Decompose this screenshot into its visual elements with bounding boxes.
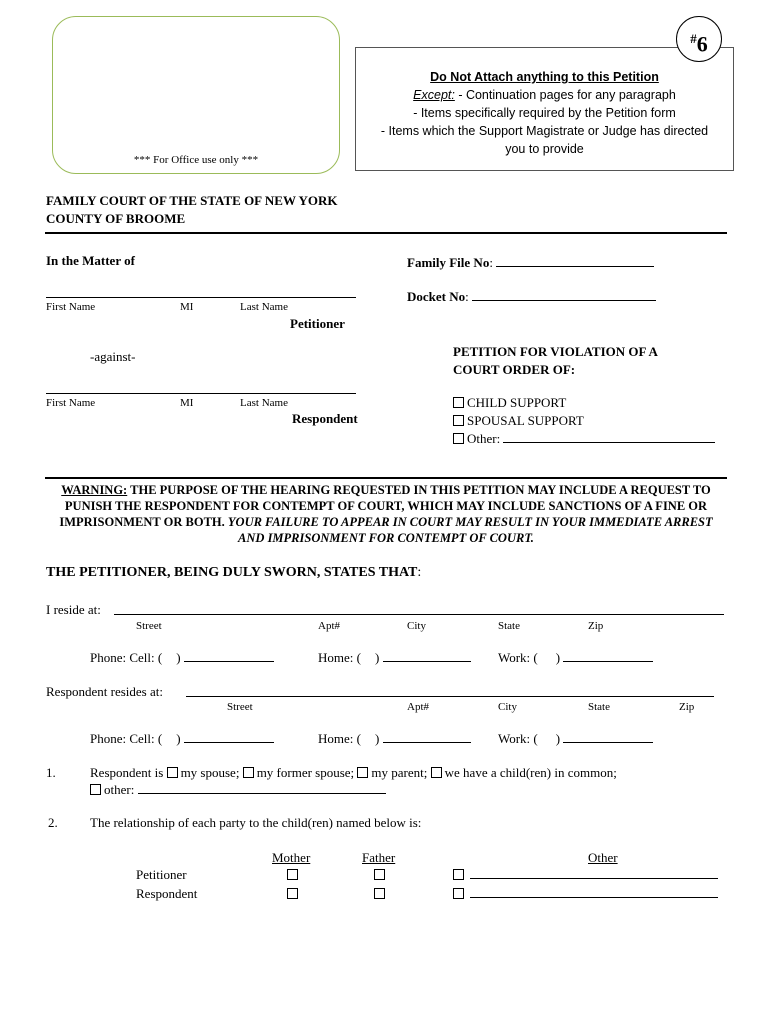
respondent-label: Respondent <box>292 411 358 426</box>
item-1-other-row <box>90 782 386 798</box>
notice-line-2: - Items specifically required by the Petition form <box>413 106 676 120</box>
checkbox-petitioner-other[interactable] <box>453 869 464 880</box>
notice-except-label: Except: <box>413 88 455 102</box>
notice-except-text: - Continuation pages for any paragraph <box>454 88 676 102</box>
petitioner-city-label: City <box>407 620 426 632</box>
sworn-text: THE PETITIONER, BEING DULY SWORN, STATES THAT <box>46 565 418 580</box>
petitioner-cell-field[interactable] <box>184 661 274 662</box>
respondent-other-field[interactable] <box>470 897 718 898</box>
my-former-spouse-label: my former spouse; <box>256 765 355 780</box>
petitioner-home-label: Home: ( <box>318 650 361 665</box>
docket-label: Docket No <box>407 289 466 304</box>
respondent-home-paren: ) <box>374 731 380 746</box>
against-label: -against- <box>90 349 136 364</box>
respondent-home-label: Home: ( <box>318 731 361 746</box>
checkbox-respondent-mother[interactable] <box>287 888 298 899</box>
column-father: Father <box>362 850 396 865</box>
item-1-relationship-row <box>90 765 617 781</box>
option-spousal-support[interactable] <box>453 413 584 429</box>
respondent-city-label: City <box>498 701 517 713</box>
petitioner-state-label: State <box>498 620 520 632</box>
respondent-cell-phone <box>90 731 274 747</box>
respondent-home-field[interactable] <box>383 742 471 743</box>
petitioner-work-phone <box>498 650 653 666</box>
court-name: FAMILY COURT OF THE STATE OF NEW YORK <box>46 193 338 208</box>
petitioner-cell-label: Phone: Cell: ( <box>90 650 163 665</box>
contempt-warning <box>46 482 726 546</box>
attachment-notice-box <box>355 47 734 171</box>
respondent-name-field[interactable] <box>46 393 356 394</box>
sworn-colon: : <box>417 565 422 580</box>
option-child-support[interactable] <box>453 395 566 411</box>
family-file-field[interactable] <box>496 266 654 267</box>
my-parent-label: my parent; <box>371 765 428 780</box>
petitioner-street-label: Street <box>136 620 162 632</box>
header-divider <box>45 232 727 234</box>
petitioner-work-paren: ) <box>555 650 561 665</box>
i-reside-label: I reside at: <box>46 602 101 617</box>
petitioner-home-paren: ) <box>374 650 380 665</box>
office-use-label: *** For Office use only *** <box>133 154 259 166</box>
item-2-text: The relationship of each party to the child(ren) named below is: <box>90 815 422 830</box>
badge-hash: # <box>690 31 697 46</box>
form-number-badge <box>676 16 722 62</box>
petition-type-title-line2: COURT ORDER OF: <box>453 362 576 377</box>
in-matter-of-label: In the Matter of <box>46 253 135 268</box>
petition-type-title-line1: PETITION FOR VIOLATION OF A <box>453 344 658 359</box>
respondent-street-label: Street <box>227 701 253 713</box>
petitioner-label: Petitioner <box>290 316 345 331</box>
respondent-zip-label: Zip <box>679 701 695 713</box>
row-respondent: Respondent <box>136 886 198 901</box>
checkbox-respondent-father[interactable] <box>374 888 385 899</box>
respondent-other-cell <box>453 886 718 902</box>
respondent-cell-paren: ) <box>176 731 181 746</box>
petitioner-work-field[interactable] <box>563 661 653 662</box>
checkbox-my-former-spouse[interactable] <box>243 767 254 778</box>
notice-line-4: you to provide <box>505 142 584 156</box>
court-county: COUNTY OF BROOME <box>46 211 186 226</box>
respondent-work-phone <box>498 731 653 747</box>
respondent-state-label: State <box>588 701 610 713</box>
respondent-apt-label: Apt# <box>407 701 429 713</box>
petition-type-title <box>453 343 658 379</box>
column-other: Other <box>588 850 618 865</box>
other-label: Other: <box>467 431 501 446</box>
checkbox-child-in-common[interactable] <box>431 767 442 778</box>
respondent-cell-field[interactable] <box>184 742 274 743</box>
docket-row <box>407 289 656 305</box>
office-use-box <box>52 16 340 174</box>
respondent-mi-label: MI <box>180 397 194 409</box>
petitioner-work-label: Work: ( <box>498 650 538 665</box>
petitioner-cell-phone <box>90 650 274 666</box>
checkbox-petitioner-mother[interactable] <box>287 869 298 880</box>
checkbox-item-1-other[interactable] <box>90 784 101 795</box>
notice-except-line <box>356 86 733 104</box>
petitioner-father-cell <box>374 867 388 883</box>
column-mother: Mother <box>272 850 311 865</box>
checkbox-petitioner-father[interactable] <box>374 869 385 880</box>
warning-italic-text: YOUR FAILURE TO APPEAR IN COURT MAY RESULT IN YOUR IMMEDIATE ARREST AND IMPRISONMENT FOR CONTEMPT OF COURT. <box>227 515 713 545</box>
checkbox-other[interactable] <box>453 433 464 444</box>
checkbox-spousal-support[interactable] <box>453 415 464 426</box>
petitioner-first-name-label: First Name <box>46 301 96 313</box>
petitioner-zip-label: Zip <box>588 620 604 632</box>
sworn-statement <box>46 565 421 581</box>
petitioner-mi-label: MI <box>180 301 194 313</box>
respondent-mother-cell <box>287 886 301 902</box>
respondent-cell-label: Phone: Cell: ( <box>90 731 163 746</box>
item-1-prefix: Respondent is <box>90 765 164 780</box>
notice-line-3: - Items which the Support Magistrate or Judge has directed <box>380 124 709 138</box>
badge-number: 6 <box>696 31 708 57</box>
item-1-other-field[interactable] <box>138 793 386 794</box>
row-petitioner: Petitioner <box>136 867 187 882</box>
petitioner-other-field[interactable] <box>470 878 718 879</box>
respondent-address-field[interactable] <box>186 696 714 697</box>
docket-field[interactable] <box>472 300 656 301</box>
respondent-work-label: Work: ( <box>498 731 538 746</box>
respondent-work-field[interactable] <box>563 742 653 743</box>
respondent-first-name-label: First Name <box>46 397 96 409</box>
my-spouse-label: my spouse; <box>180 765 240 780</box>
petitioner-home-phone <box>318 650 471 666</box>
petitioner-home-field[interactable] <box>383 661 471 662</box>
petitioner-name-field[interactable] <box>46 297 356 298</box>
petitioner-cell-paren: ) <box>176 650 181 665</box>
petitioner-mother-cell <box>287 867 301 883</box>
spousal-support-label: SPOUSAL SUPPORT <box>467 413 584 428</box>
petitioner-apt-label: Apt# <box>318 620 340 632</box>
docket-colon: : <box>465 289 469 304</box>
checkbox-my-parent[interactable] <box>357 767 368 778</box>
item-1-number: 1. <box>46 765 56 780</box>
warning-label: WARNING: <box>61 483 128 497</box>
item-1-other-label: other: <box>104 782 135 797</box>
respondent-last-name-label: Last Name <box>240 397 288 409</box>
court-header <box>46 192 337 228</box>
petitioner-address-field[interactable] <box>114 614 724 615</box>
child-in-common-label: we have a child(ren) in common; <box>444 765 617 780</box>
caption-divider <box>45 477 727 479</box>
option-other[interactable] <box>453 431 715 447</box>
petitioner-last-name-label: Last Name <box>240 301 288 313</box>
respondent-work-paren: ) <box>555 731 561 746</box>
notice-title: Do Not Attach anything to this Petition <box>430 70 659 84</box>
child-support-label: CHILD SUPPORT <box>467 395 567 410</box>
checkbox-my-spouse[interactable] <box>167 767 178 778</box>
petitioner-other-cell <box>453 867 718 883</box>
item-2-number: 2. <box>48 815 58 830</box>
warning-text: THE PURPOSE OF THE HEARING REQUESTED IN THIS PETITION MAY INCLUDE A REQUEST TO PUNISH THE RESPONDENT FOR CONTEMPT OF COURT, WHICH MAY INCLUDE SANCTIONS OF A FINE OR IMPRISONMENT OR BOTH. <box>59 483 711 529</box>
respondent-home-phone <box>318 731 471 747</box>
family-file-label: Family File No <box>407 255 490 270</box>
family-file-colon: : <box>489 255 493 270</box>
other-field[interactable] <box>503 442 715 443</box>
respondent-father-cell <box>374 886 388 902</box>
checkbox-respondent-other[interactable] <box>453 888 464 899</box>
checkbox-child-support[interactable] <box>453 397 464 408</box>
respondent-resides-label: Respondent resides at: <box>46 684 163 699</box>
family-file-row <box>407 255 654 271</box>
